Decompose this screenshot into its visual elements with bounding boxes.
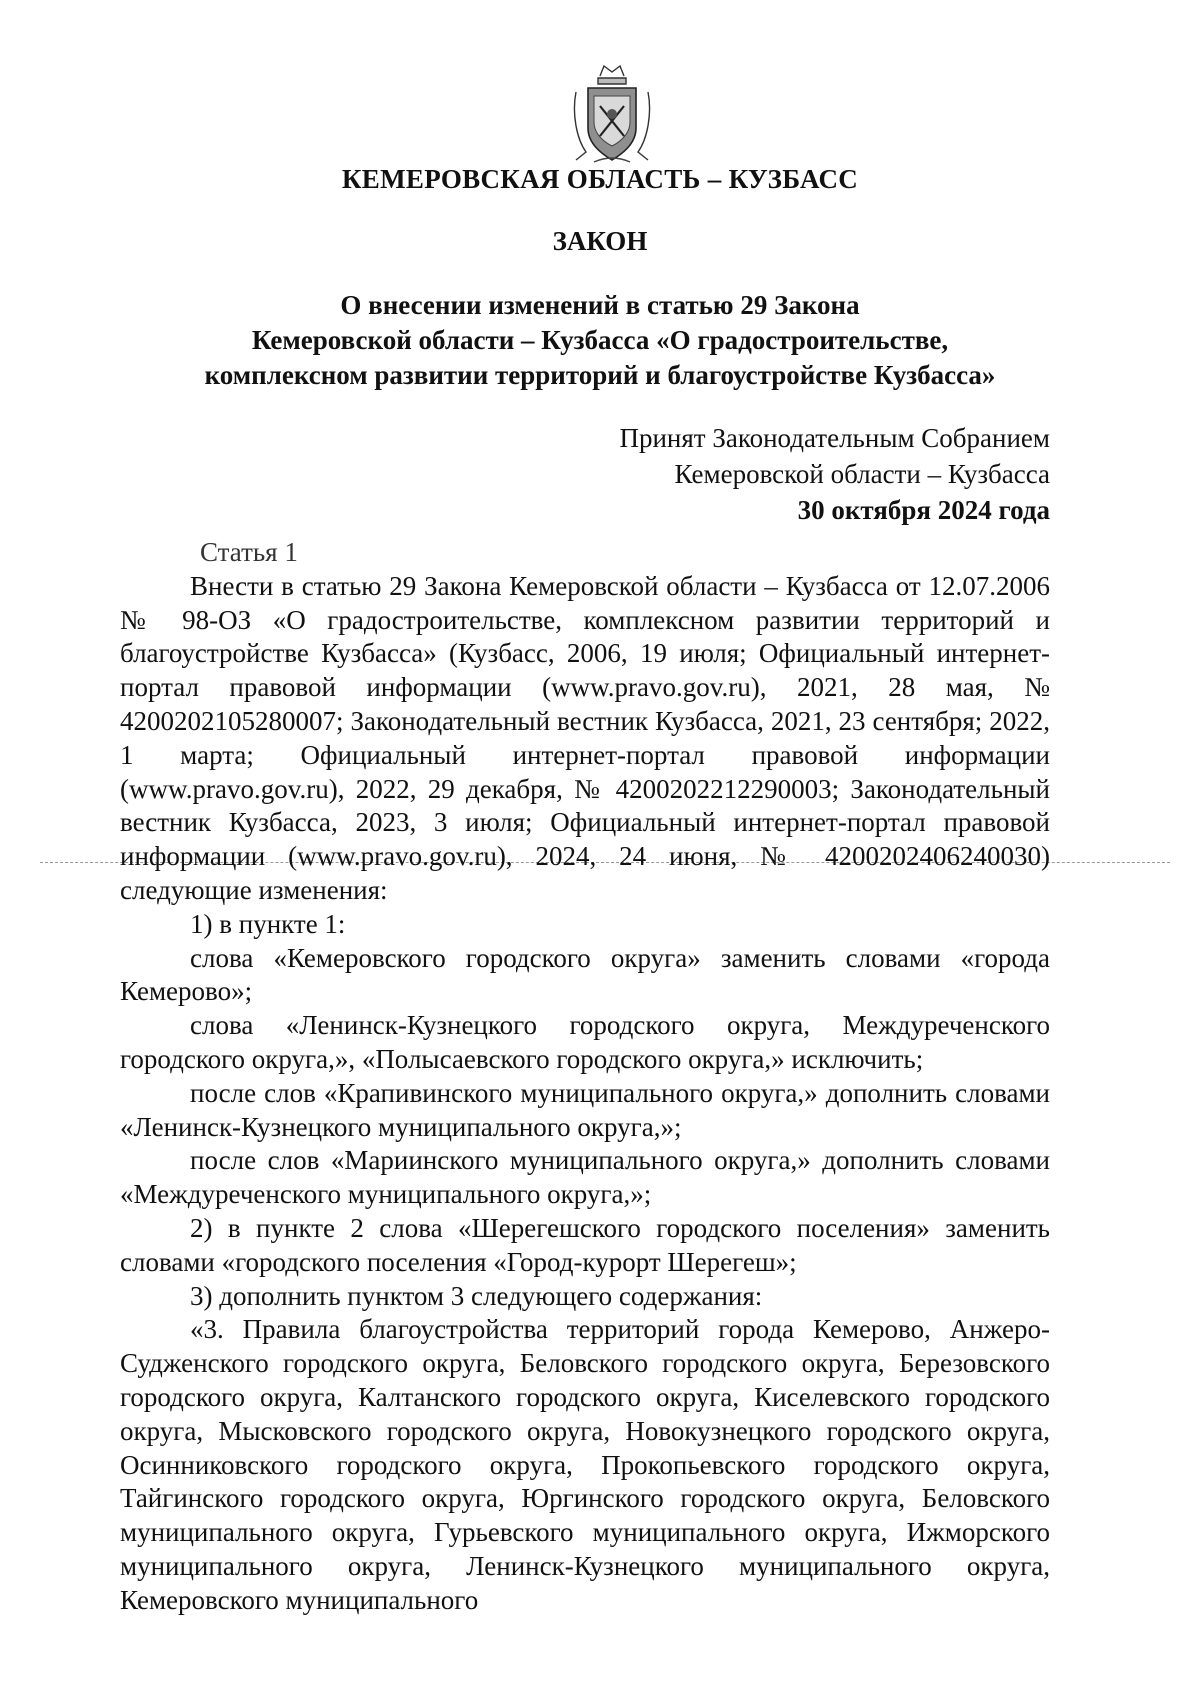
article-paragraph: слова «Ленинск-Кузнецкого городского округа, Междуреченского городского округа,», «Полысаевского городского округа,» исключить; <box>120 1010 1050 1074</box>
article-paragraph: «3. Правила благоустройства территорий города Кемерово, Анжеро-Судженского городского округа, Беловского городского округа, Березовского городского округа, Калтанского городского округа, Киселевского городского округа, Мысковского городского округа, Новокузнецкого городского округа, Осинниковского городского округа, Прокопьевского городского округа, Тайгинского городского округа, Юргинского городского округа, Беловского муниципального округа, Гурьевского муниципального округа, Ижморского муниципального округа, Ленинск-Кузнецкого муниципального округа, Кемеровского муниципального <box>120 1314 1050 1615</box>
article-paragraph: слова «Кемеровского городского округа» заменить словами «города Кемерово»; <box>120 942 1050 1007</box>
article-paragraph: 3) дополнить пунктом 3 следующего содержания: <box>190 1280 763 1311</box>
adoption-line: Кемеровской области – Кузбасса <box>674 459 1050 489</box>
article-paragraph: после слов «Мариинского муниципального округа,» дополнить словами «Междуреченского муниципального округа,»; <box>120 1145 1050 1210</box>
law-title <box>0 288 1200 393</box>
article-paragraph: 1) в пункте 1: <box>190 908 346 939</box>
law-title-line: комплексном развитии территорий и благоустройстве Кузбасса» <box>204 360 996 390</box>
adoption-block <box>450 420 1050 528</box>
adoption-line: Принят Законодательным Собранием <box>619 423 1050 453</box>
law-title-line: О внесении изменений в статью 29 Закона <box>340 290 860 320</box>
document-type: ЗАКОН <box>552 226 648 256</box>
article-paragraph: 2) в пункте 2 слова «Шерегешского городского поселения» заменить словами «городского поселения «Город-курорт Шерегеш»; <box>120 1212 1050 1277</box>
region-heading: КЕМЕРОВСКАЯ ОБЛАСТЬ – КУЗБАСС <box>341 164 859 194</box>
article-body <box>120 536 1050 1618</box>
article-paragraph: Внести в статью 29 Закона Кемеровской области – Кузбасса от 12.07.2006 № 98-ОЗ «О градостроительстве, комплексном развитии территорий и благоустройстве Кузбасса» (Кузбасс, 2006, 19 июля; Официальный интернет-портал правовой информации (www.pravo.gov.ru), 2021, 28 мая, № 4200202105280007; Законодательный вестник Кузбасса, 2021, 23 сентября; 2022, 1 марта; Официальный интернет-портал правовой информации (www.pravo.gov.ru), 2022, 29 декабря, № 4200202212290003; Законодательный вестник Кузбасса, 2023, 3 июля; Официальный интернет-портал правовой информации (www.pravo.gov.ru), 2024, 24 июня, № 4200202406240030) следующие изменения: <box>120 570 1050 905</box>
coat-of-arms-emblem-icon <box>570 62 654 168</box>
article-paragraph: после слов «Крапивинского муниципального округа,» дополнить словами «Ленинск-Кузнецкого муниципального округа,»; <box>120 1077 1050 1142</box>
adoption-date: 30 октября 2024 года <box>797 495 1050 525</box>
article-heading: Статья 1 <box>200 537 298 567</box>
law-title-line: Кемеровской области – Кузбасса «О градостроительстве, <box>251 325 949 355</box>
